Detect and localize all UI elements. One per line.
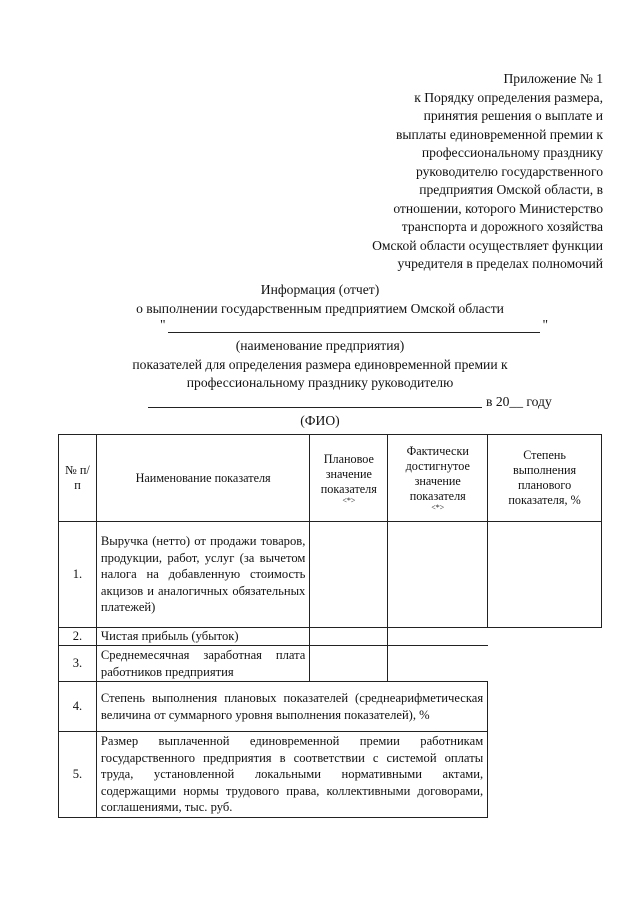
row-num: 1. (59, 522, 97, 628)
appendix-line: к Порядку определения размера, (414, 89, 603, 105)
report-title: Информация (отчет) (260, 282, 380, 297)
table-row (59, 682, 602, 732)
enterprise-name-line (0, 318, 640, 337)
row-indicator: Размер выплаченной единовременной премии работникам государственного предприятия в соответствии с системой оплаты труда, установленной локальными нормативными актами, содержащими нормы трудового права, коллективными договорами, соглашениями, тыс. руб. (96, 732, 487, 818)
close-quote: " (542, 317, 548, 332)
table-row (59, 522, 602, 628)
row-num: 5. (59, 732, 97, 818)
row-degree-cell (488, 646, 602, 682)
appendix-line: Омской области осуществляет функции (372, 237, 603, 253)
row-planned-cell[interactable] (310, 646, 388, 682)
table-row (59, 628, 602, 646)
row-actual-cell (388, 646, 488, 682)
table-row (59, 732, 602, 818)
appendix-line: транспорта и дорожного хозяйства (401, 219, 603, 234)
row-num: 4. (59, 682, 97, 732)
row-actual-cell[interactable] (388, 522, 488, 628)
header-planned: Плановое значение показателя <*> (310, 435, 388, 522)
row-num: 3. (59, 646, 97, 682)
fio-period-line (0, 393, 640, 412)
report-heading (0, 281, 640, 430)
appendix-line: предприятия Омской области, в (419, 182, 603, 197)
appendix-line: учредителя в пределах полномочий (397, 256, 603, 271)
header-degree: Степень выполнения планового показателя, % (488, 435, 602, 522)
header-num: № п/п (59, 435, 97, 522)
appendix-line: отношении, которого Министерство (393, 200, 603, 216)
row-indicator: Выручка (нетто) от продажи товаров, продукции, работ, услуг (за вычетом налога на добавленную стоимость акцизов и аналогичных обязательных платежей) (96, 522, 309, 628)
row-actual-cell[interactable] (388, 628, 488, 646)
header-actual: Фактически достигнутое значение показателя <*> (388, 435, 488, 522)
planned-footnote-mark: <*> (342, 495, 356, 505)
row-indicator: Степень выполнения плановых показателей (среднеарифметическая величина от суммарного уровня выполнения показателей), % (96, 682, 487, 732)
indicators-table (58, 434, 602, 818)
row-indicator: Среднемесячная заработная плата работников предприятия (96, 646, 309, 682)
report-subtitle-line5: профессиональному празднику руководителю (186, 375, 454, 390)
appendix-line: выплаты единовременной премии к (395, 126, 603, 142)
row-num: 2. (59, 628, 97, 646)
enterprise-name-blank (168, 332, 540, 333)
report-subtitle: о выполнении государственным предприятием Омской области (136, 300, 504, 316)
row-indicator: Чистая прибыль (убыток) (96, 628, 309, 646)
appendix-block (333, 70, 603, 274)
appendix-line: руководителю государственного (416, 163, 603, 179)
table-header-row (59, 435, 602, 522)
row-empty-cell (488, 682, 602, 732)
row-empty-cell (488, 732, 602, 818)
table-row (59, 646, 602, 682)
row-degree-cell (488, 628, 602, 646)
enterprise-caption: (наименование предприятия) (235, 338, 405, 353)
period-text: в 20__ году (486, 393, 552, 409)
header-name: Наименование показателя (96, 435, 309, 522)
appendix-line: профессиональному празднику (421, 145, 603, 160)
report-subtitle-line4: показателей для определения размера единовременной премии к (132, 356, 508, 372)
fio-caption: (ФИО) (300, 412, 340, 428)
appendix-line: Приложение № 1 (503, 71, 603, 86)
row-planned-cell[interactable] (310, 522, 388, 628)
open-quote: " (160, 317, 166, 332)
row-planned-cell[interactable] (310, 628, 388, 646)
row-degree-cell[interactable] (488, 522, 602, 628)
fio-blank (148, 407, 482, 408)
appendix-line: принятия решения о выплате и (423, 108, 603, 123)
actual-footnote-mark: <*> (431, 503, 445, 512)
